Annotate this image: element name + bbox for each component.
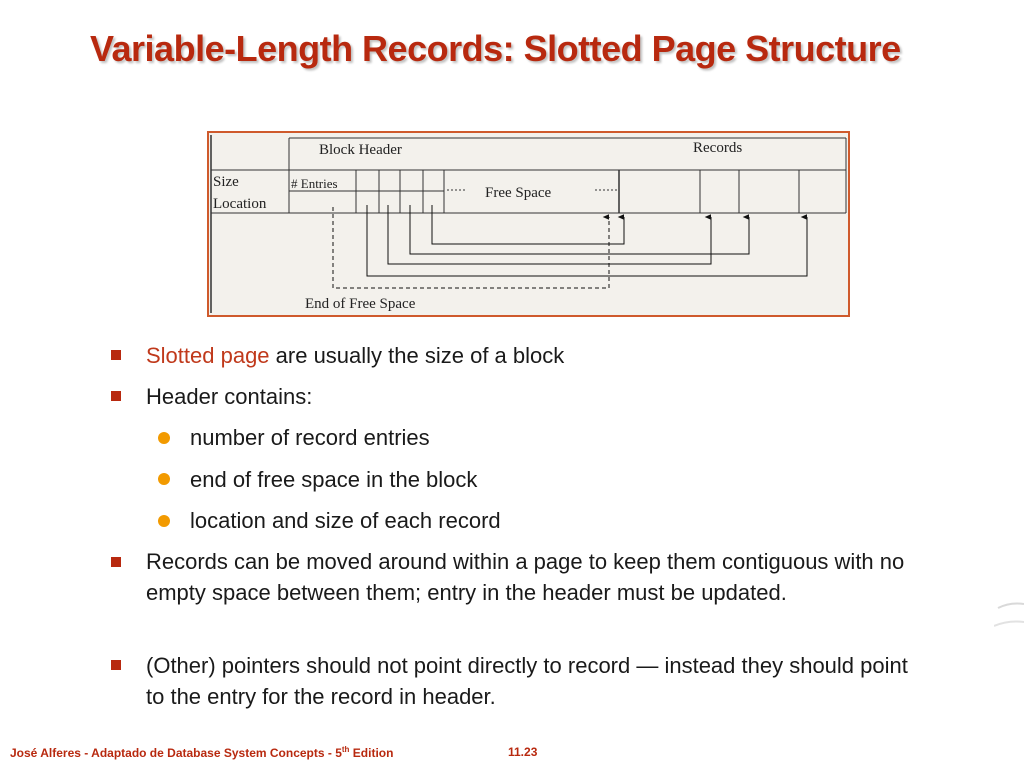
records-label: Records [693,140,743,156]
location-label: Location [213,196,267,212]
bullet-item [146,340,966,371]
square-bullet [111,660,121,670]
square-bullet [111,557,121,567]
record-pointer [410,205,749,254]
diagram-svg [209,133,848,315]
bullet-item: Header contains: [146,384,313,409]
footer-prefix: José Alferes - Adaptado de Database System Concepts - 5 [10,746,342,760]
page-number: 11.23 [508,745,538,759]
square-bullet [111,391,121,401]
footer-suffix: Edition [349,746,394,760]
record-pointer [388,205,711,264]
record-pointer [432,205,624,244]
sub-bullet-item: end of free space in the block [190,467,478,492]
bullet-text: are usually the size of a block [269,343,565,368]
end-of-free-space-label: End of Free Space [305,296,416,312]
round-bullet [158,515,170,527]
bullet-item: Records can be moved around within a page to keep them contiguous with no empty space between them; entry in the header must be updated. [146,549,905,605]
footer-sup: th [341,745,350,754]
size-label: Size [213,174,239,190]
slotted-page-diagram [207,131,850,317]
sub-bullet-item: location and size of each record [190,508,501,533]
slide-title: Variable-Length Records: Slotted Page Structure [90,28,901,69]
entries-label: # Entries [291,176,338,191]
bullet-highlight: Slotted page [146,343,270,368]
square-bullet [111,350,121,360]
decorative-swoosh [994,596,1024,630]
round-bullet [158,473,170,485]
bullet-item: (Other) pointers should not point directly to record — instead they should point to the entry for the record in header. [146,653,908,709]
footer-credit [10,745,393,760]
sub-bullet-item: number of record entries [190,425,430,450]
block-header-label: Block Header [319,142,402,158]
record-pointer [367,205,807,276]
free-space-label: Free Space [485,185,552,201]
round-bullet [158,432,170,444]
